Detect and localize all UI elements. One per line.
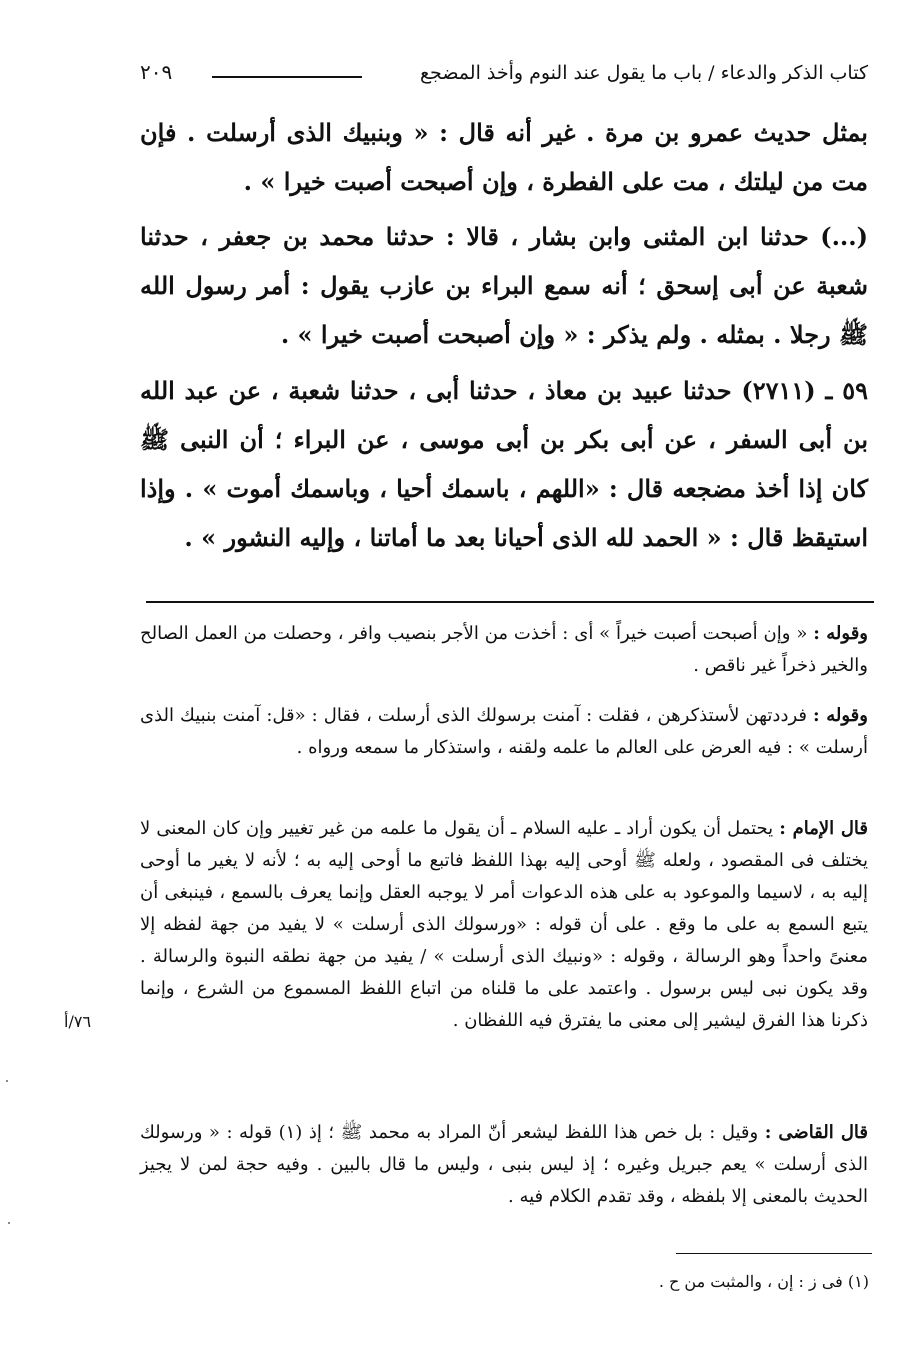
commentary-lead: قال الإمام :	[779, 818, 868, 839]
commentary-text: وقيل : بل خص هذا اللفظ ليشعر أنّ المراد به محمد ﷺ ؛ إذ (١) قوله : « ورسولك الذى أرسلت » يعم جبريل وغيره ؛ إذ ليس بنبى ، وليس ما قال بالبين . وفيه حجة لمن لا يجيز الحديث بالمعنى إلا بلفظه ، وقد تقدم الكلام فيه .	[140, 1122, 868, 1207]
header-rule	[212, 76, 362, 78]
commentary-paragraph-4	[140, 1117, 868, 1213]
commentary-text: فرددتهن لأستذكرهن ، فقلت : آمنت برسولك الذى أرسلت ، فقال : «قل: آمنت بنبيك الذى أرسلت » : فيه العرض على العالم ما علمه ولقنه ، واستذكار ما سمعه ورواه .	[140, 705, 868, 758]
footnote-divider	[676, 1253, 872, 1254]
commentary-lead: وقوله :	[813, 705, 868, 726]
manuscript-folio-note: ٧٦/أ	[64, 1012, 92, 1031]
hadith-paragraph-3: ٥٩ ـ (٢٧١١) حدثنا عبيد بن معاذ ، حدثنا أبى ، حدثنا شعبة ، عن عبد الله بن أبى السفر ، عن أبى بكر بن أبى موسى ، عن البراء ؛ أن النبى ﷺ كان إذا أخذ مضجعه قال : «اللهم ، باسمك أحيا ، وباسمك أموت » . وإذا استيقظ قال : « الحمد لله الذى أحيانا بعد ما أماتنا ، وإليه النشور » .	[140, 376, 868, 552]
commentary-paragraph-2	[140, 700, 868, 764]
commentary-paragraph-1	[140, 618, 868, 682]
commentary-text: « وإن أصبحت أصبت خيراً » أى : أخذت من الأجر بنصيب وافر ، وحصلت من العمل الصالح والخير ذخراً غير ناقص .	[140, 623, 868, 676]
commentary-text: يحتمل أن يكون أراد ـ عليه السلام ـ أن يقول ما علمه من غير تغيير وإن كان المعنى لا يختلف فى المقصود ، ولعله ﷺ أوحى إليه بهذا اللفظ فاتبع ما أوحى إليه به ؛ لأنه لا يغير ما أوحى إليه به ، لاسيما والموعود به على هذه الدعوات أمر لا يوجبه العقل وإنما يعرف بالسمع ، فينبغى أن يتبع السمع به على ما وقع . على أن قوله : «ورسولك الذى أرسلت » لا يفيد من جهة لفظه إلا معنىً واحداً وهو الرسالة ، وقوله : «ونبيك الذى أرسلت » / يفيد من جهة نطقه النبوة والرسالة . وقد يكون نبى ليس برسول . واعتمد على ما قلناه من اتباع اللفظ المسموع من الشرع ، وإنما ذكرنا هذا الفرق ليشير إلى معنى ما يفترق فيه اللفظان .	[140, 818, 868, 1031]
scan-speck	[6, 1080, 8, 1082]
section-divider	[146, 601, 874, 603]
footnote: (١) فى ز : إن ، والمثبت من ح .	[658, 1272, 869, 1291]
hadith-paragraph-2: (...) حدثنا ابن المثنى وابن بشار ، قالا : حدثنا محمد بن جعفر ، حدثنا شعبة عن أبى إسحق ؛ أنه سمع البراء بن عازب يقول : أمر رسول الله ﷺ رجلا . بمثله . ولم يذكر : « وإن أصبحت أصبت خيرا » .	[140, 222, 868, 349]
commentary-lead: قال القاضى :	[764, 1122, 868, 1143]
page-number: ٢٠٩	[140, 60, 173, 84]
hadith-paragraph-1: بمثل حديث عمرو بن مرة . غير أنه قال : « وبنبيك الذى أرسلت . فإن مت من ليلتك ، مت على الفطرة ، وإن أصبحت أصبت خيرا » .	[140, 118, 868, 196]
scan-speck	[8, 1222, 10, 1224]
commentary-paragraph-3	[140, 813, 868, 1037]
running-header	[140, 58, 868, 92]
header-title: كتاب الذكر والدعاء / باب ما يقول عند النوم وأخذ المضجع	[419, 62, 868, 84]
commentary-lead: وقوله :	[813, 623, 868, 644]
